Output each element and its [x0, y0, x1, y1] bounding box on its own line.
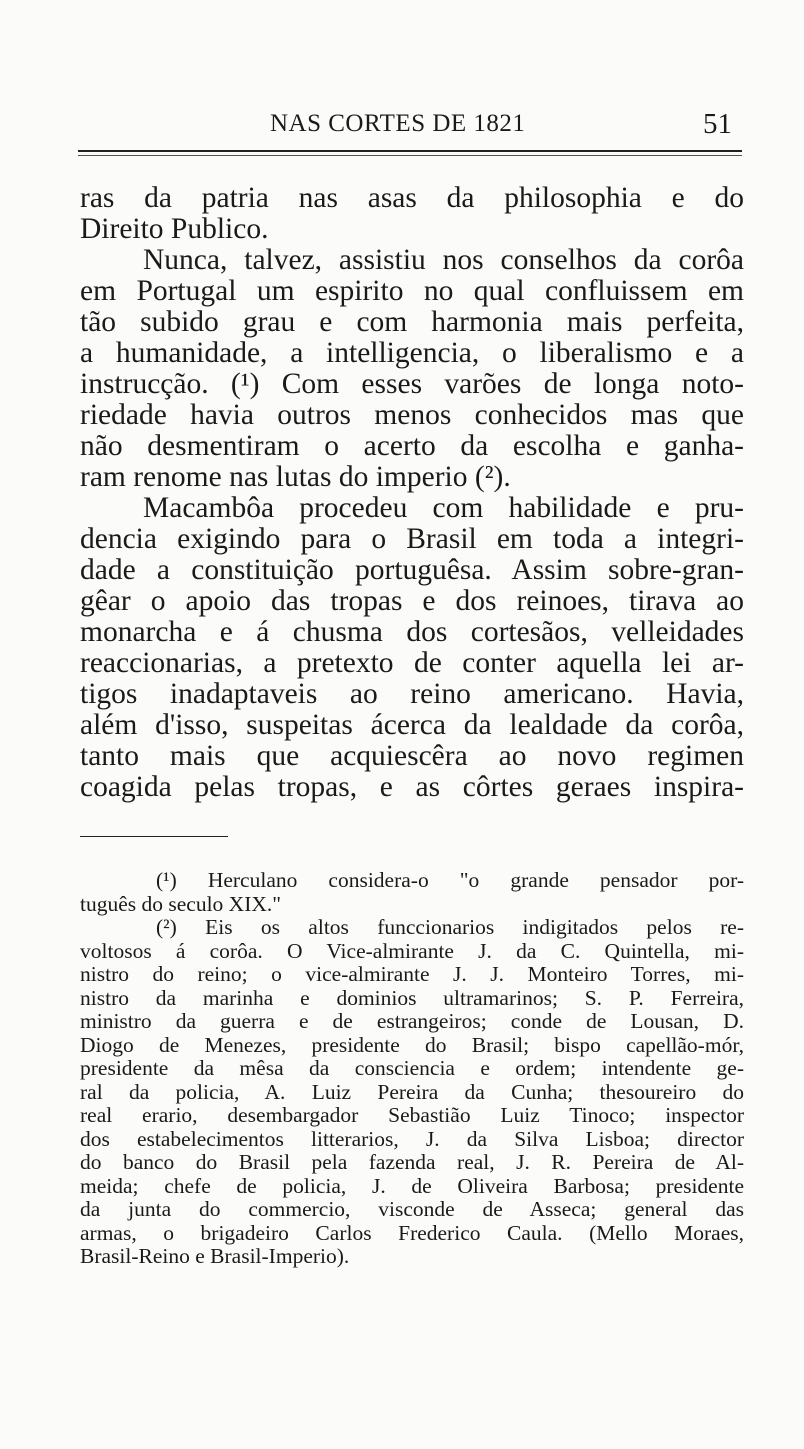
body-line: monarcha e á chusma dos cortesãos, velleidades	[80, 616, 744, 648]
body-line: riedade havia outros menos conhecidos mas que	[80, 399, 744, 431]
footnote-line: Diogo de Menezes, presidente do Brasil; bispo capellão-mór,	[80, 1032, 744, 1057]
footnote-rule	[80, 836, 228, 837]
footnote-line: nistro do reino; o vice-almirante J. J. Monteiro Torres, mi-	[80, 962, 744, 986]
body-line: gêar o apoio das tropas e dos reinoes, tirava ao	[80, 585, 744, 617]
footnote-line: (²) Eis os altos funccionarios indigitados pelos re-	[156, 915, 744, 939]
body-line: não desmentiram o acerto da escolha e ganha-	[80, 430, 744, 462]
footnote-line: tuguês do seculo XIX."	[80, 891, 282, 916]
body-line: a humanidade, a intelligencia, o liberalismo e a	[80, 337, 744, 369]
running-head	[78, 108, 740, 148]
footnote-line: presidente da mêsa da consciencia e ordem; intendente ge-	[80, 1056, 744, 1080]
footnote-line: Brasil-Reino e Brasil-Imperio).	[80, 1244, 350, 1268]
body-line: Macambôa procedeu com habilidade e pru-	[143, 492, 744, 524]
body-line: Nunca, talvez, assistiu nos conselhos da corôa	[143, 244, 744, 276]
body-line: dade a constituição portuguêsa. Assim sobre-gran-	[80, 554, 744, 586]
body-line: reaccionarias, a pretexto de conter aquella lei ar-	[80, 647, 744, 679]
footnote-line: dos estabelecimentos litterarios, J. da Silva Lisboa; director	[80, 1126, 744, 1151]
header-rule-secondary	[78, 155, 742, 156]
footnote-line: do banco do Brasil pela fazenda real, J. R. Pereira de Al-	[80, 1150, 744, 1174]
body-line: tão subido grau e com harmonia mais perfeita,	[80, 306, 744, 338]
body-line: coagida pelas tropas, e as côrtes geraes inspira-	[80, 771, 744, 803]
footnote-line: ministro da guerra e de estrangeiros; conde de Lousan, D.	[80, 1009, 744, 1033]
body-line: dencia exigindo para o Brasil em toda a integri-	[80, 523, 744, 555]
body-line: tanto mais que acquiescêra ao novo regimen	[80, 740, 744, 772]
footnote-line: armas, o brigadeiro Carlos Frederico Caula. (Mello Moraes,	[80, 1220, 744, 1245]
body-line: ram renome nas lutas do imperio (²).	[80, 461, 511, 493]
footnote-line: ral da policia, A. Luiz Pereira da Cunha; thesoureiro do	[80, 1079, 744, 1104]
footnote-line: nistro da marinha e dominios ultramarinos; S. P. Ferreira,	[80, 985, 744, 1010]
footnote-line: da junta do commercio, visconde de Asseca; general das	[80, 1197, 744, 1221]
body-line: ras da patria nas asas da philosophia e do	[80, 182, 744, 214]
footnotes	[80, 869, 744, 1269]
header-rule	[78, 150, 742, 152]
body-line: em Portugal um espirito no qual confluissem em	[80, 275, 744, 307]
page-number: 51	[703, 108, 732, 140]
footnote-line: meida; chefe de policia, J. de Oliveira Barbosa; presidente	[80, 1173, 744, 1198]
body-line: tigos inadaptaveis ao reino americano. Havia,	[80, 678, 744, 710]
body-line: além d'isso, suspeitas ácerca da lealdade da corôa,	[80, 709, 744, 741]
footnote-line: real erario, desembargador Sebastião Luiz Tinoco; inspector	[80, 1103, 744, 1127]
running-title: NAS CORTES DE 1821	[270, 110, 526, 137]
footnote-line: (¹) Herculano considera-o "o grande pensador por-	[156, 868, 744, 892]
body-text	[80, 183, 744, 803]
body-line: instrucção. (¹) Com esses varões de longa noto-	[80, 368, 744, 400]
body-line: Direito Publico.	[80, 213, 269, 245]
footnote-line: voltosos á corôa. O Vice-almirante J. da C. Quintella, mi-	[80, 938, 744, 963]
